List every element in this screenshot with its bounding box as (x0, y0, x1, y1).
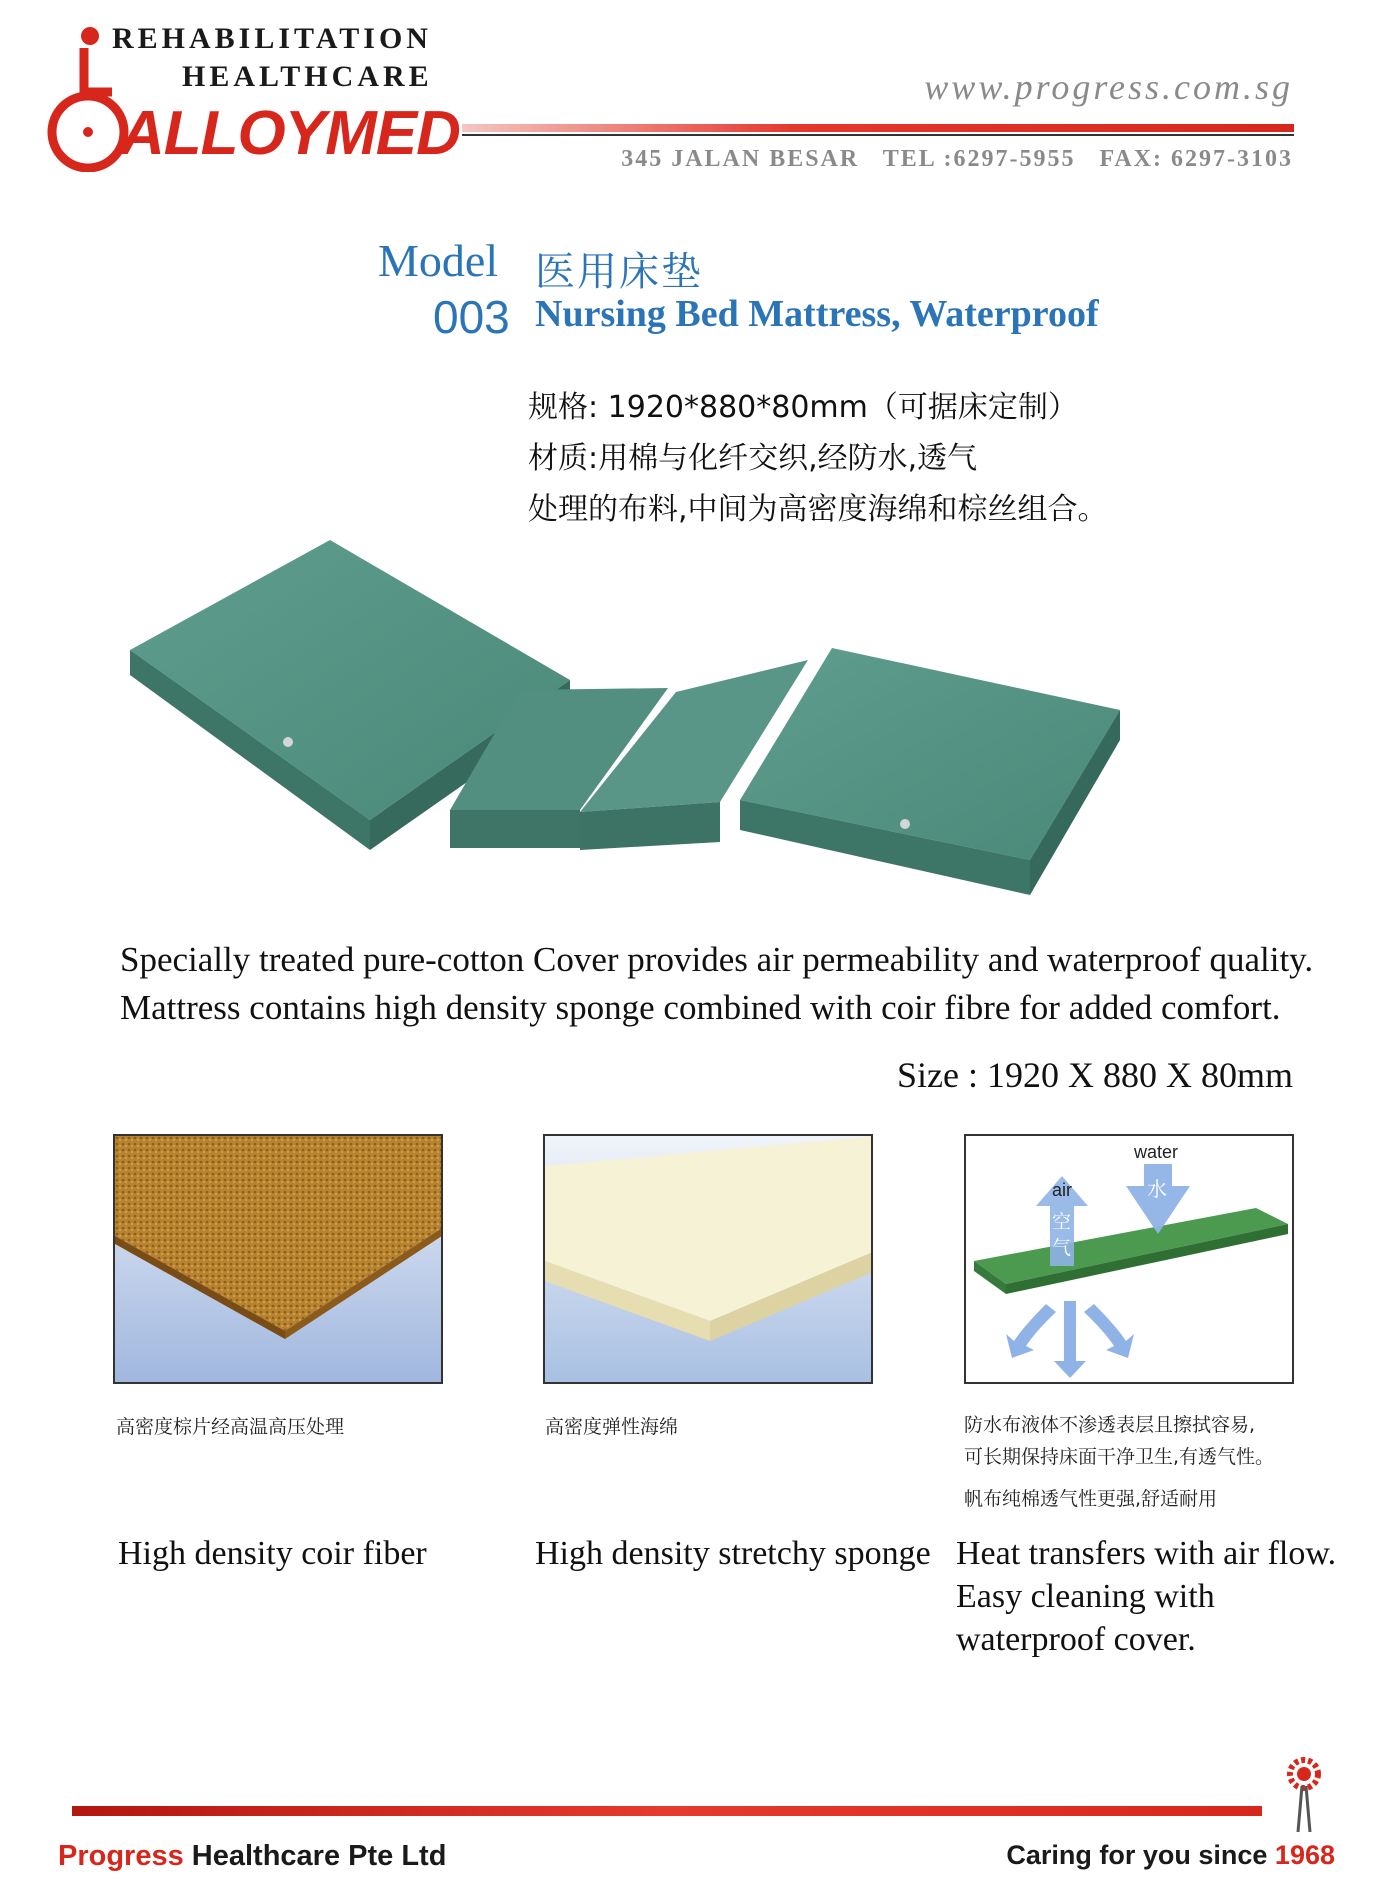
water-label: water (1134, 1142, 1179, 1162)
company-name-accent: Progress (58, 1840, 184, 1872)
description-line-2: Mattress contains high density sponge combined with coir fibre for added comfort. (120, 988, 1281, 1027)
airflow-diagram (964, 1134, 1294, 1384)
logo-line-rehabilitation: REHABILITATION (112, 22, 432, 55)
company-name (58, 1840, 446, 1873)
sponge-image (543, 1134, 873, 1384)
contact-info: 345 JALAN BESAR TEL :6297-5955 FAX: 6297-3103 (621, 146, 1293, 172)
product-title-cn: 医用床垫 (535, 249, 703, 295)
brand-name: ALLOYMED (120, 99, 460, 168)
sponge-feature-label: High density stretchy sponge (535, 1535, 931, 1572)
mattress-product-image (120, 530, 1120, 910)
coir-caption-cn: 高密度棕片经高温高压处理 (116, 1416, 345, 1438)
cover-caption-cn-1: 防水布液体不渗透表层且擦拭容易, (964, 1414, 1256, 1436)
spec-line-3: 处理的布料,中间为高密度海绵和棕丝组合。 (528, 492, 1108, 527)
cover-caption-cn-3: 帆布纯棉透气性更强,舒适耐用 (964, 1488, 1218, 1510)
header-rule (462, 134, 1294, 136)
company-name-rest: Healthcare Pte Ltd (183, 1840, 447, 1872)
coir-feature-label: High density coir fiber (118, 1535, 427, 1572)
model-label: Model (378, 235, 499, 286)
footer-red-bar (72, 1806, 1262, 1816)
tagline-text: Caring for you since (1006, 1840, 1275, 1870)
air-cn-label-2: 气 (1052, 1237, 1072, 1259)
logo-line-healthcare: HEALTHCARE (182, 60, 433, 93)
product-title-en: Nursing Bed Mattress, Waterproof (535, 293, 1099, 335)
cover-feature-label: Heat transfers with air flow. Easy cleaning with waterproof cover. (956, 1535, 1337, 1658)
tagline (1006, 1840, 1335, 1871)
progress-emblem-icon (1282, 1756, 1326, 1834)
spec-line-2: 材质:用棉与化纤交织,经防水,透气 (528, 441, 978, 476)
tagline-year: 1968 (1274, 1840, 1335, 1870)
cover-caption-cn-2: 可长期保持床面干净卫生,有透气性。 (964, 1446, 1275, 1468)
model-number: 003 (433, 291, 510, 343)
size-spec: Size : 1920 X 880 X 80mm (897, 1055, 1293, 1095)
water-cn-label: 水 (1147, 1177, 1167, 1201)
coir-fiber-image (113, 1134, 443, 1384)
description-line-1: Specially treated pure-cotton Cover provides air permeability and waterproof quality. (120, 940, 1314, 979)
website-url[interactable]: www.progress.com.sg (924, 67, 1293, 107)
header-red-bar (462, 124, 1294, 132)
air-label: air (1052, 1180, 1073, 1200)
spec-line-1: 规格: 1920*880*80mm（可据床定制） (528, 390, 1078, 425)
air-cn-label-1: 空 (1052, 1211, 1072, 1233)
sponge-caption-cn: 高密度弹性海绵 (545, 1416, 679, 1438)
